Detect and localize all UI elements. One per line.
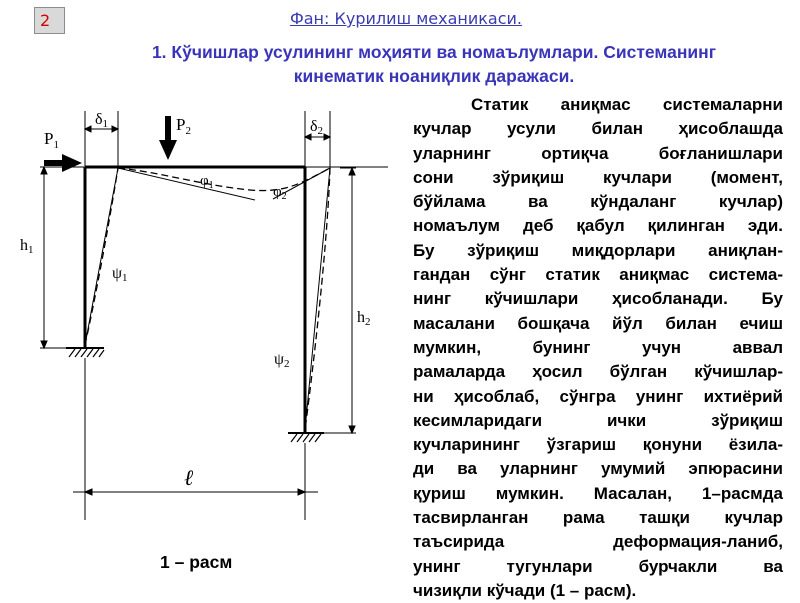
phi1-label: $\varphi_1$ [200,173,214,191]
body-line: номаълум деб қабул қилинган эди. [413,216,783,236]
body-line: Статик аниқмас системаларни [471,95,783,114]
p2-label: $P_2$ [176,115,191,137]
body-line: унинг тугунлари бурчакли ва [413,556,783,576]
body-line: тасвирланган рама ташқи кучлар [413,508,783,528]
body-line: таъсирида деформация-ланиб, [413,532,783,552]
body-paragraph [413,93,783,603]
left-support [66,348,104,357]
body-line: гандан сўнг статик аниқмас система- [413,265,783,285]
h1-label: h1 [20,237,34,256]
body-line: ни ҳисоблаб, сўнгра унинг ихтиёрий [413,386,783,406]
deformed-shape [85,168,330,430]
slide-number-badge: 2 [34,7,65,34]
delta1-label: δ1 [95,111,109,130]
body-line: нинг кўчишлари ҳисобланади. Бу [413,289,783,309]
delta2-label: δ2 [310,118,324,137]
figure-caption: 1 – расм [160,552,233,572]
title-line-2: кинематик ноаниқлик даражаси. [293,66,575,86]
title-line-1: 1. Кўчишлар усулининг моҳияти ва номаълумлари. Системанинг [151,42,717,62]
h2-label: h2 [357,309,371,328]
psi2-label: ψ2 [274,351,290,370]
p1-load-arrow [44,154,82,172]
p2-load-arrow [159,116,177,160]
body-line: масалани бошқача йўл билан ечиш [413,313,783,333]
body-line: Бу зўриқиш миқдорлари аниқлан- [413,240,783,260]
body-line: уларнинг ортиқча боғланишлари [413,143,783,163]
h2-dimension [306,168,356,433]
p1-label: $P_1$ [44,129,59,151]
body-line: мумкин, бунинг учун аввал [413,337,783,357]
body-line: қуриш мумкин. Масалан, 1–расмда [413,483,783,503]
right-support [288,433,324,442]
phi2-label: $\varphi_2$ [273,184,287,202]
body-line: кучлар усули билан ҳисоблашда [413,119,783,139]
body-line: ди ва уларнинг умумий эпюрасини [413,459,783,479]
subject-link[interactable]: Фан: Курилиш механикаси. [289,9,523,28]
body-line: чизиқли кўчади (1 – расм). [413,580,637,600]
body-line: рамаларда ҳосил бўлган кўчишлар- [413,362,783,382]
body-line: кучларининг ўзгариш қонуни ёзила- [413,435,783,455]
psi1-label: ψ1 [112,265,128,284]
span-dimension [73,358,318,520]
body-line: сони зўриқиш кучлари (момент, [413,167,783,187]
frame-structure [85,167,388,433]
h1-dimension [40,167,84,348]
body-line: бўйлама ва кўндаланг кучлар) [413,192,783,212]
body-line: кесимларидаги ички зўриқиш [413,410,783,430]
span-label: ℓ [184,465,194,490]
rotation-guide-lines [85,168,330,430]
